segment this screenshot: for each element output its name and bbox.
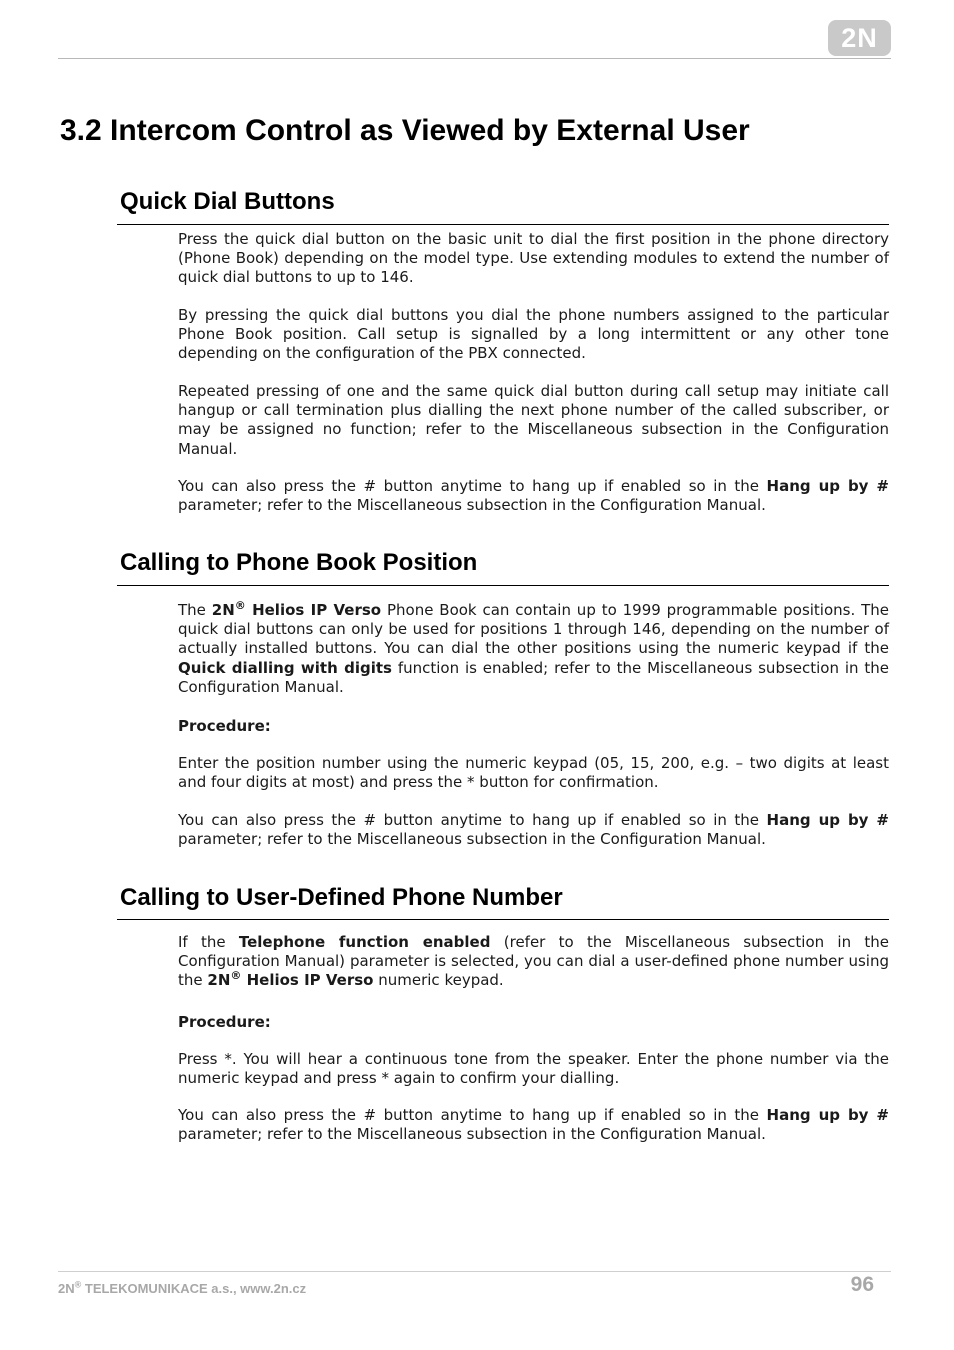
procedure-label: Procedure: (178, 717, 271, 735)
procedure-text: Press *. You will hear a continuous tone from the speaker. Enter the phone number via the numeric keypad and press * again to confirm your dialling. (178, 1050, 889, 1088)
param-name: Hang up by # (766, 1106, 889, 1124)
page-number: 96 (850, 1273, 874, 1296)
section-heading-phone-book: Calling to Phone Book Position (120, 549, 478, 576)
page-title: 3.2 Intercom Control as Viewed by External User (60, 114, 750, 147)
footer-divider (58, 1271, 891, 1272)
section-heading-quick-dial: Quick Dial Buttons (120, 188, 335, 215)
paragraph: The 2N® Helios IP Verso Phone Book can contain up to 1999 programmable positions. The quick dial buttons can only be used for positions 1 through 146, depending on the number of actually installed buttons. You can dial the other positions using the numeric keypad if the Quick dialling with digits function is enabled; refer to the Miscellaneous subsection in the Configuration Manual. (178, 599, 890, 696)
function-name: Quick dialling with digits (178, 658, 392, 677)
paragraph: By pressing the quick dial buttons you dial the phone numbers assigned to the particular Phone Book position. Call setup is signalled by a long intermittent or any other tone depending on the configuration of the PBX connected. (178, 306, 889, 363)
footer-company: 2N® TELEKOMUNIKACE a.s., www.2n.cz (58, 1279, 307, 1296)
param-name: Hang up by # (766, 811, 889, 829)
procedure-text: Enter the position number using the numeric keypad (05, 15, 200, e.g. – two digits at least and four digits at most) and press the * button for confirmation. (178, 754, 889, 792)
hangup-paragraph: You can also press the # button anytime to hang up if enabled so in the Hang up by # parameter; refer to the Miscellaneous subsection in the Configuration Manual. (178, 811, 889, 849)
param-name: Telephone function enabled (238, 933, 491, 951)
paragraph: If the Telephone function enabled (refer to the Miscellaneous subsection in the Configuration Manual) parameter is selected, you can dial a user-defined phone number using the 2N® Helios IP Verso numeric keypad. (178, 933, 889, 990)
hangup-paragraph: You can also press the # button anytime to hang up if enabled so in the Hang up by # parameter; refer to the Miscellaneous subsection in the Configuration Manual. (178, 477, 889, 515)
brand-logo: 2N (828, 20, 891, 56)
param-name: Hang up by # (766, 477, 889, 495)
product-name: 2N® Helios IP Verso (207, 969, 374, 990)
header-divider (58, 58, 891, 59)
section-divider (117, 919, 889, 920)
hangup-paragraph: You can also press the # button anytime to hang up if enabled so in the Hang up by # parameter; refer to the Miscellaneous subsection in the Configuration Manual. (178, 1106, 889, 1144)
paragraph: Press the quick dial button on the basic unit to dial the first position in the phone directory (Phone Book) depending on the model type. Use extending modules to extend the number of quick dial buttons to up to 146. (178, 230, 889, 287)
section-divider (117, 585, 889, 586)
product-name: 2N® Helios IP Verso (211, 599, 382, 619)
paragraph: Repeated pressing of one and the same quick dial button during call setup may initiate call hangup or call termination plus dialling the next phone number of the called subscriber, or may be assigned no function; refer to the Miscellaneous subsection in the Configuration Manual. (178, 382, 889, 458)
section-divider (117, 224, 889, 225)
procedure-label: Procedure: (178, 1013, 271, 1031)
section-heading-user-defined: Calling to User-Defined Phone Number (120, 884, 563, 911)
